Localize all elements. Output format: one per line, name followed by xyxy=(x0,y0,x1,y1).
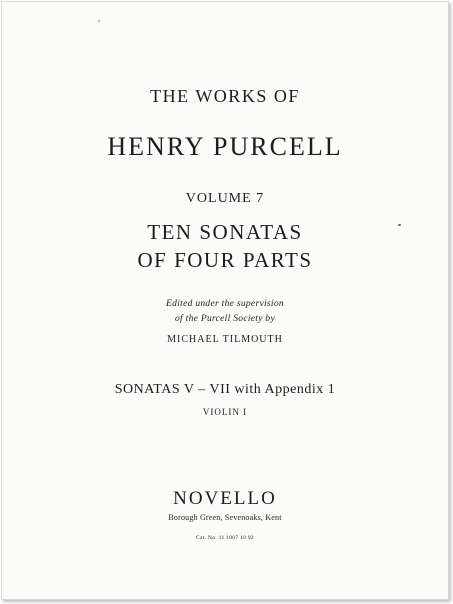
editor-credit-line-1: Edited under the supervision xyxy=(166,299,284,309)
series-heading: THE WORKS OF xyxy=(150,86,300,106)
publisher-name: NOVELLO xyxy=(173,488,277,509)
editor-credit-line-2: of the Purcell Society by xyxy=(175,314,275,324)
work-title-line-2: OF FOUR PARTS xyxy=(137,248,313,272)
editor-name: MICHAEL TILMOUTH xyxy=(167,334,283,345)
publisher-address: Borough Green, Sevenoaks, Kent xyxy=(168,513,282,522)
catalog-number: Cat. No. 11 1007 10 92 xyxy=(196,535,254,541)
instrument-part: VIOLIN I xyxy=(202,407,248,417)
title-page xyxy=(1,1,449,600)
volume-number: VOLUME 7 xyxy=(185,191,265,206)
composer-name: HENRY PURCELL xyxy=(107,132,343,161)
work-title-line-1: TEN SONATAS xyxy=(147,220,303,244)
contents-line: SONATAS V – VII with Appendix 1 xyxy=(114,382,336,397)
paper-speck xyxy=(398,224,401,226)
paper-speck xyxy=(98,20,100,22)
